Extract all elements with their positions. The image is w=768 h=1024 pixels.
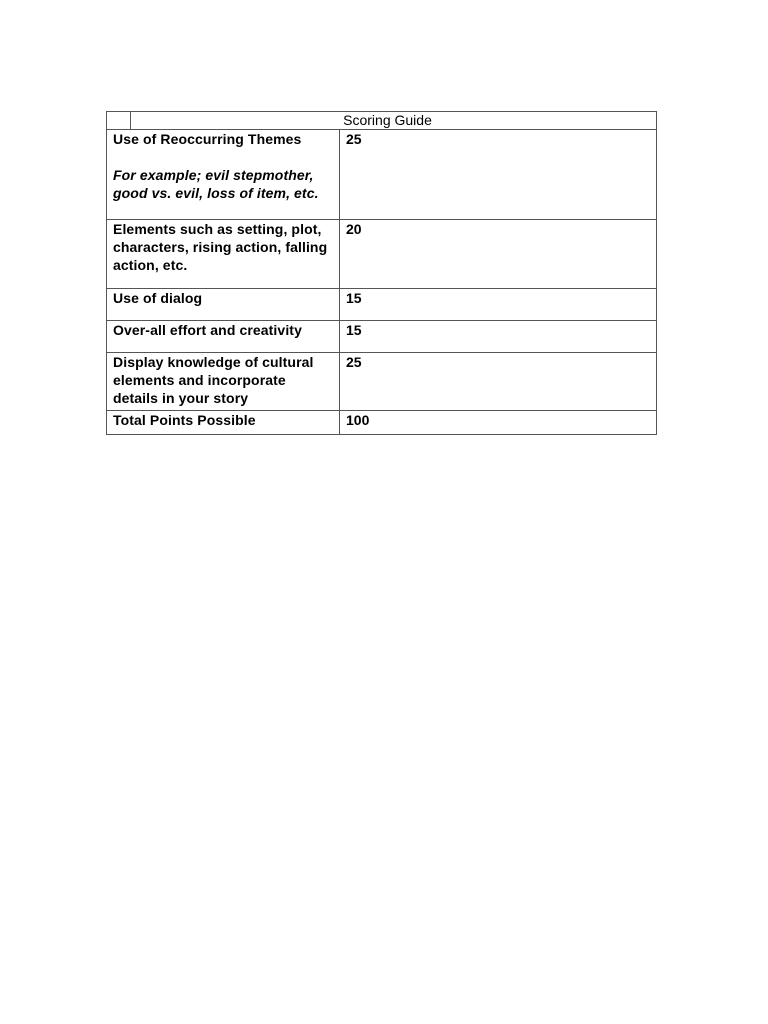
total-points-cell: 100	[340, 411, 657, 435]
points-cell: 20	[340, 220, 657, 289]
table-title-cell	[107, 112, 657, 130]
total-row	[107, 411, 657, 435]
table-row	[107, 130, 657, 220]
criterion-cell: Over-all effort and creativity	[107, 321, 340, 353]
criterion-cell: Display knowledge of cultural elements and incorporate details in your story	[107, 353, 340, 411]
total-label-cell: Total Points Possible	[107, 411, 340, 435]
criterion-example: For example; evil stepmother, good vs. evil, loss of item, etc.	[113, 167, 319, 201]
points-cell: 25	[340, 353, 657, 411]
points-cell: 15	[340, 321, 657, 353]
scoring-guide-table	[106, 111, 657, 435]
table-title: Scoring Guide	[343, 112, 432, 128]
table-row	[107, 353, 657, 411]
table-row	[107, 321, 657, 353]
criterion-cell: Elements such as setting, plot, characters, rising action, falling action, etc.	[107, 220, 340, 289]
criterion-label: Use of Reoccurring Themes	[113, 131, 302, 147]
points-cell: 15	[340, 289, 657, 321]
table-row	[107, 220, 657, 289]
criterion-cell	[107, 130, 340, 220]
table-title-row	[107, 112, 657, 130]
title-cell-divider	[130, 112, 131, 129]
points-cell: 25	[340, 130, 657, 220]
table-row	[107, 289, 657, 321]
criterion-cell: Use of dialog	[107, 289, 340, 321]
